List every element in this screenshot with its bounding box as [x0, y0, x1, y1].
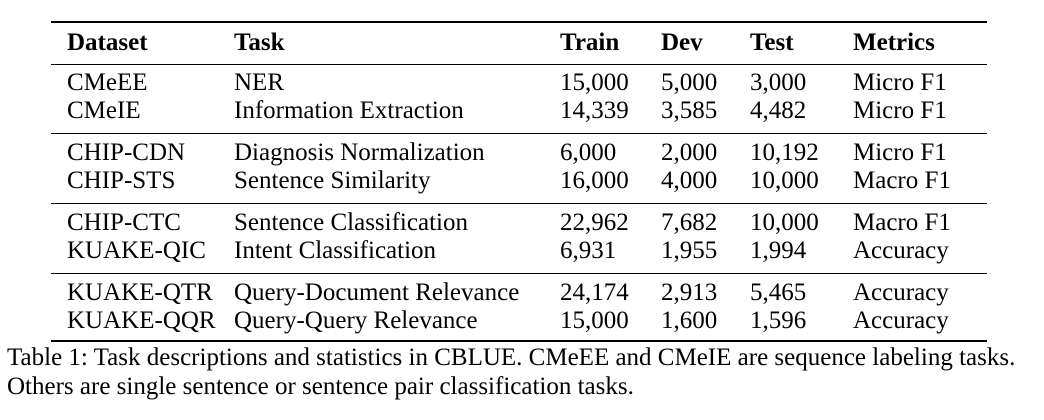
statistics-table — [51, 24, 987, 342]
task-cell: Intent Classification — [234, 237, 437, 264]
metrics-cell: Micro F1 — [853, 139, 947, 166]
header-dev: Dev — [661, 29, 703, 56]
dev-cell: 4,000 — [661, 167, 718, 194]
dev-cell: 1,955 — [661, 237, 718, 264]
task-cell: Query-Query Relevance — [234, 307, 478, 334]
dataset-cell: CHIP-CTC — [67, 209, 181, 236]
task-cell: Sentence Similarity — [234, 167, 431, 194]
table-caption — [7, 343, 1039, 401]
table-row — [51, 272, 987, 307]
header-task: Task — [234, 29, 285, 56]
task-cell: Sentence Classification — [234, 209, 468, 236]
task-cell: Diagnosis Normalization — [234, 139, 485, 166]
dataset-cell: CMeEE — [67, 69, 148, 96]
dataset-cell: CHIP-CDN — [67, 139, 186, 166]
metrics-cell: Macro F1 — [853, 209, 951, 236]
test-cell: 10,000 — [750, 167, 819, 194]
metrics-cell: Macro F1 — [853, 167, 951, 194]
header-dataset: Dataset — [67, 29, 148, 56]
train-cell: 15,000 — [560, 69, 629, 96]
table-row — [51, 62, 987, 97]
test-cell: 5,465 — [750, 279, 807, 306]
dataset-cell: CHIP-STS — [67, 167, 176, 194]
dev-cell: 5,000 — [661, 69, 718, 96]
metrics-cell: Accuracy — [853, 279, 949, 306]
train-cell: 6,931 — [560, 237, 617, 264]
metrics-cell: Accuracy — [853, 307, 949, 334]
test-cell: 1,596 — [750, 307, 807, 334]
header-metrics: Metrics — [853, 29, 935, 56]
metrics-cell: Accuracy — [853, 237, 949, 264]
train-cell: 15,000 — [560, 307, 629, 334]
dev-cell: 3,585 — [661, 97, 718, 124]
header-train: Train — [560, 29, 620, 56]
caption-line-1: Table 1: Task descriptions and statistics in CBLUE. CMeEE and CMeIE are sequence labeling tasks. — [7, 344, 1016, 371]
test-cell: 10,000 — [750, 209, 819, 236]
train-cell: 24,174 — [560, 279, 629, 306]
top-rule — [51, 21, 987, 23]
test-cell: 1,994 — [750, 237, 807, 264]
dataset-cell: KUAKE-QQR — [67, 307, 216, 334]
train-cell: 14,339 — [560, 97, 629, 124]
table-row — [51, 97, 987, 132]
train-cell: 6,000 — [560, 139, 617, 166]
metrics-cell: Micro F1 — [853, 97, 947, 124]
test-cell: 10,192 — [750, 139, 819, 166]
train-cell: 22,962 — [560, 209, 629, 236]
header-test: Test — [750, 29, 794, 56]
table-row — [51, 167, 987, 202]
task-cell: NER — [234, 69, 284, 96]
task-cell: Information Extraction — [234, 97, 464, 124]
train-cell: 16,000 — [560, 167, 629, 194]
table-row — [51, 307, 987, 342]
caption-line-2: Others are single sentence or sentence pair classification tasks. — [7, 373, 634, 400]
table-row — [51, 237, 987, 272]
dataset-cell: CMeIE — [67, 97, 141, 124]
test-cell: 3,000 — [750, 69, 807, 96]
table-header-row — [51, 24, 987, 62]
dataset-cell: KUAKE-QIC — [67, 237, 206, 264]
table-row — [51, 132, 987, 167]
dev-cell: 7,682 — [661, 209, 718, 236]
dev-cell: 2,913 — [661, 279, 718, 306]
metrics-cell: Micro F1 — [853, 69, 947, 96]
task-cell: Query-Document Relevance — [234, 279, 520, 306]
dataset-cell: KUAKE-QTR — [67, 279, 213, 306]
dev-cell: 2,000 — [661, 139, 718, 166]
test-cell: 4,482 — [750, 97, 807, 124]
table-row — [51, 202, 987, 237]
dev-cell: 1,600 — [661, 307, 718, 334]
